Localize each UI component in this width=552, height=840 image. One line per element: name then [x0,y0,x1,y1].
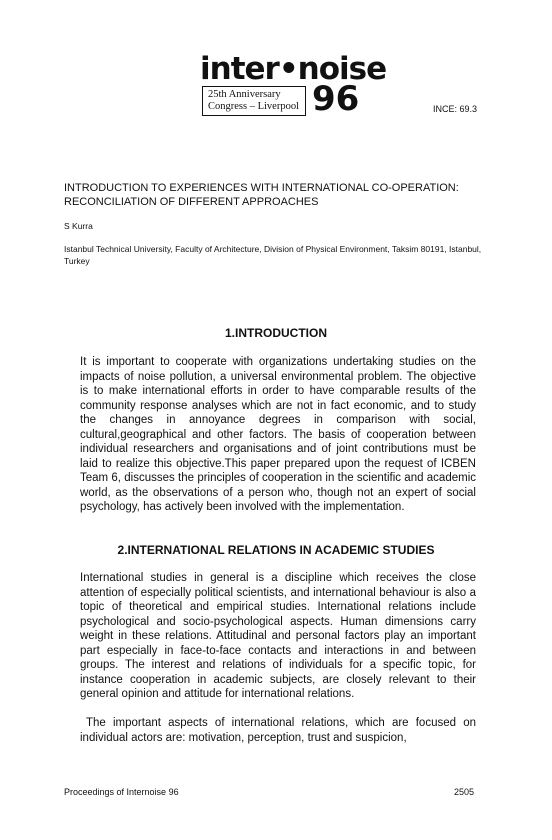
logo-box-line-1: 25th Anniversary [208,89,281,100]
page-number: 2505 [454,787,475,797]
author-affiliation: Istanbul Technical University, Faculty of Architecture, Division of Physical Environment, Taksim 80191, Istanbul, Turkey [64,244,482,266]
conference-logo-wordmark: inter•noise [200,51,387,87]
paper-code: INCE: 69.3 [433,104,478,114]
conference-logo-year: 96 [312,79,360,119]
international-relations-paragraph-1: International studies in general is a discipline which receives the close attention of especially political scientists, and international behaviour is also a topic of theoretical and empirical studies. International relations include psychological and socio-psychological aspects. Human dimensions carry weight in these relations. Attitudinal and personal factors play an important part especially in face-to-face contacts and interactions in and between groups. The interest and relations of individuals for a specific topic, for instance cooperation in academic subjects, are closely relevant to their general opinion and attitude for international relations. [80,572,476,700]
introduction-paragraph: It is important to cooperate with organizations undertaking studies on the impacts of noise pollution, a universal environmental problem. The objective is to make international efforts in order to have comparable results of the community response analyses which are not in fact economic, and to study the changes in annoyance degrees in comparison with social, cultural,geographical and other factors. The basis of cooperation between individual researchers and organisations and of joint contributions must be laid to realize this objective.This paper prepared upon the request of ICBEN Team 6, discusses the principles of cooperation in the scientific and academic world, as the observations of a person who, though not an expert of social psychology, has actively been involved with the implementation. [80,356,476,513]
conference-logo-box [202,86,306,116]
paper-author: S Kurra [64,221,93,231]
section-heading-international-relations: 2.INTERNATIONAL RELATIONS IN ACADEMIC STUDIES [117,543,435,557]
footer-proceedings: Proceedings of Internoise 96 [64,787,179,797]
section-heading-introduction: 1.INTRODUCTION [225,326,327,340]
international-relations-paragraph-2: The important aspects of international relations, which are focused on individual actors are: motivation, perception, trust and suspicion, [80,717,476,744]
logo-box-line-2: Congress – Liverpool [208,101,299,112]
paper-title: INTRODUCTION TO EXPERIENCES WITH INTERNATIONAL CO-OPERATION: RECONCILIATION OF DIFFERENT APPROACHES [64,182,459,208]
